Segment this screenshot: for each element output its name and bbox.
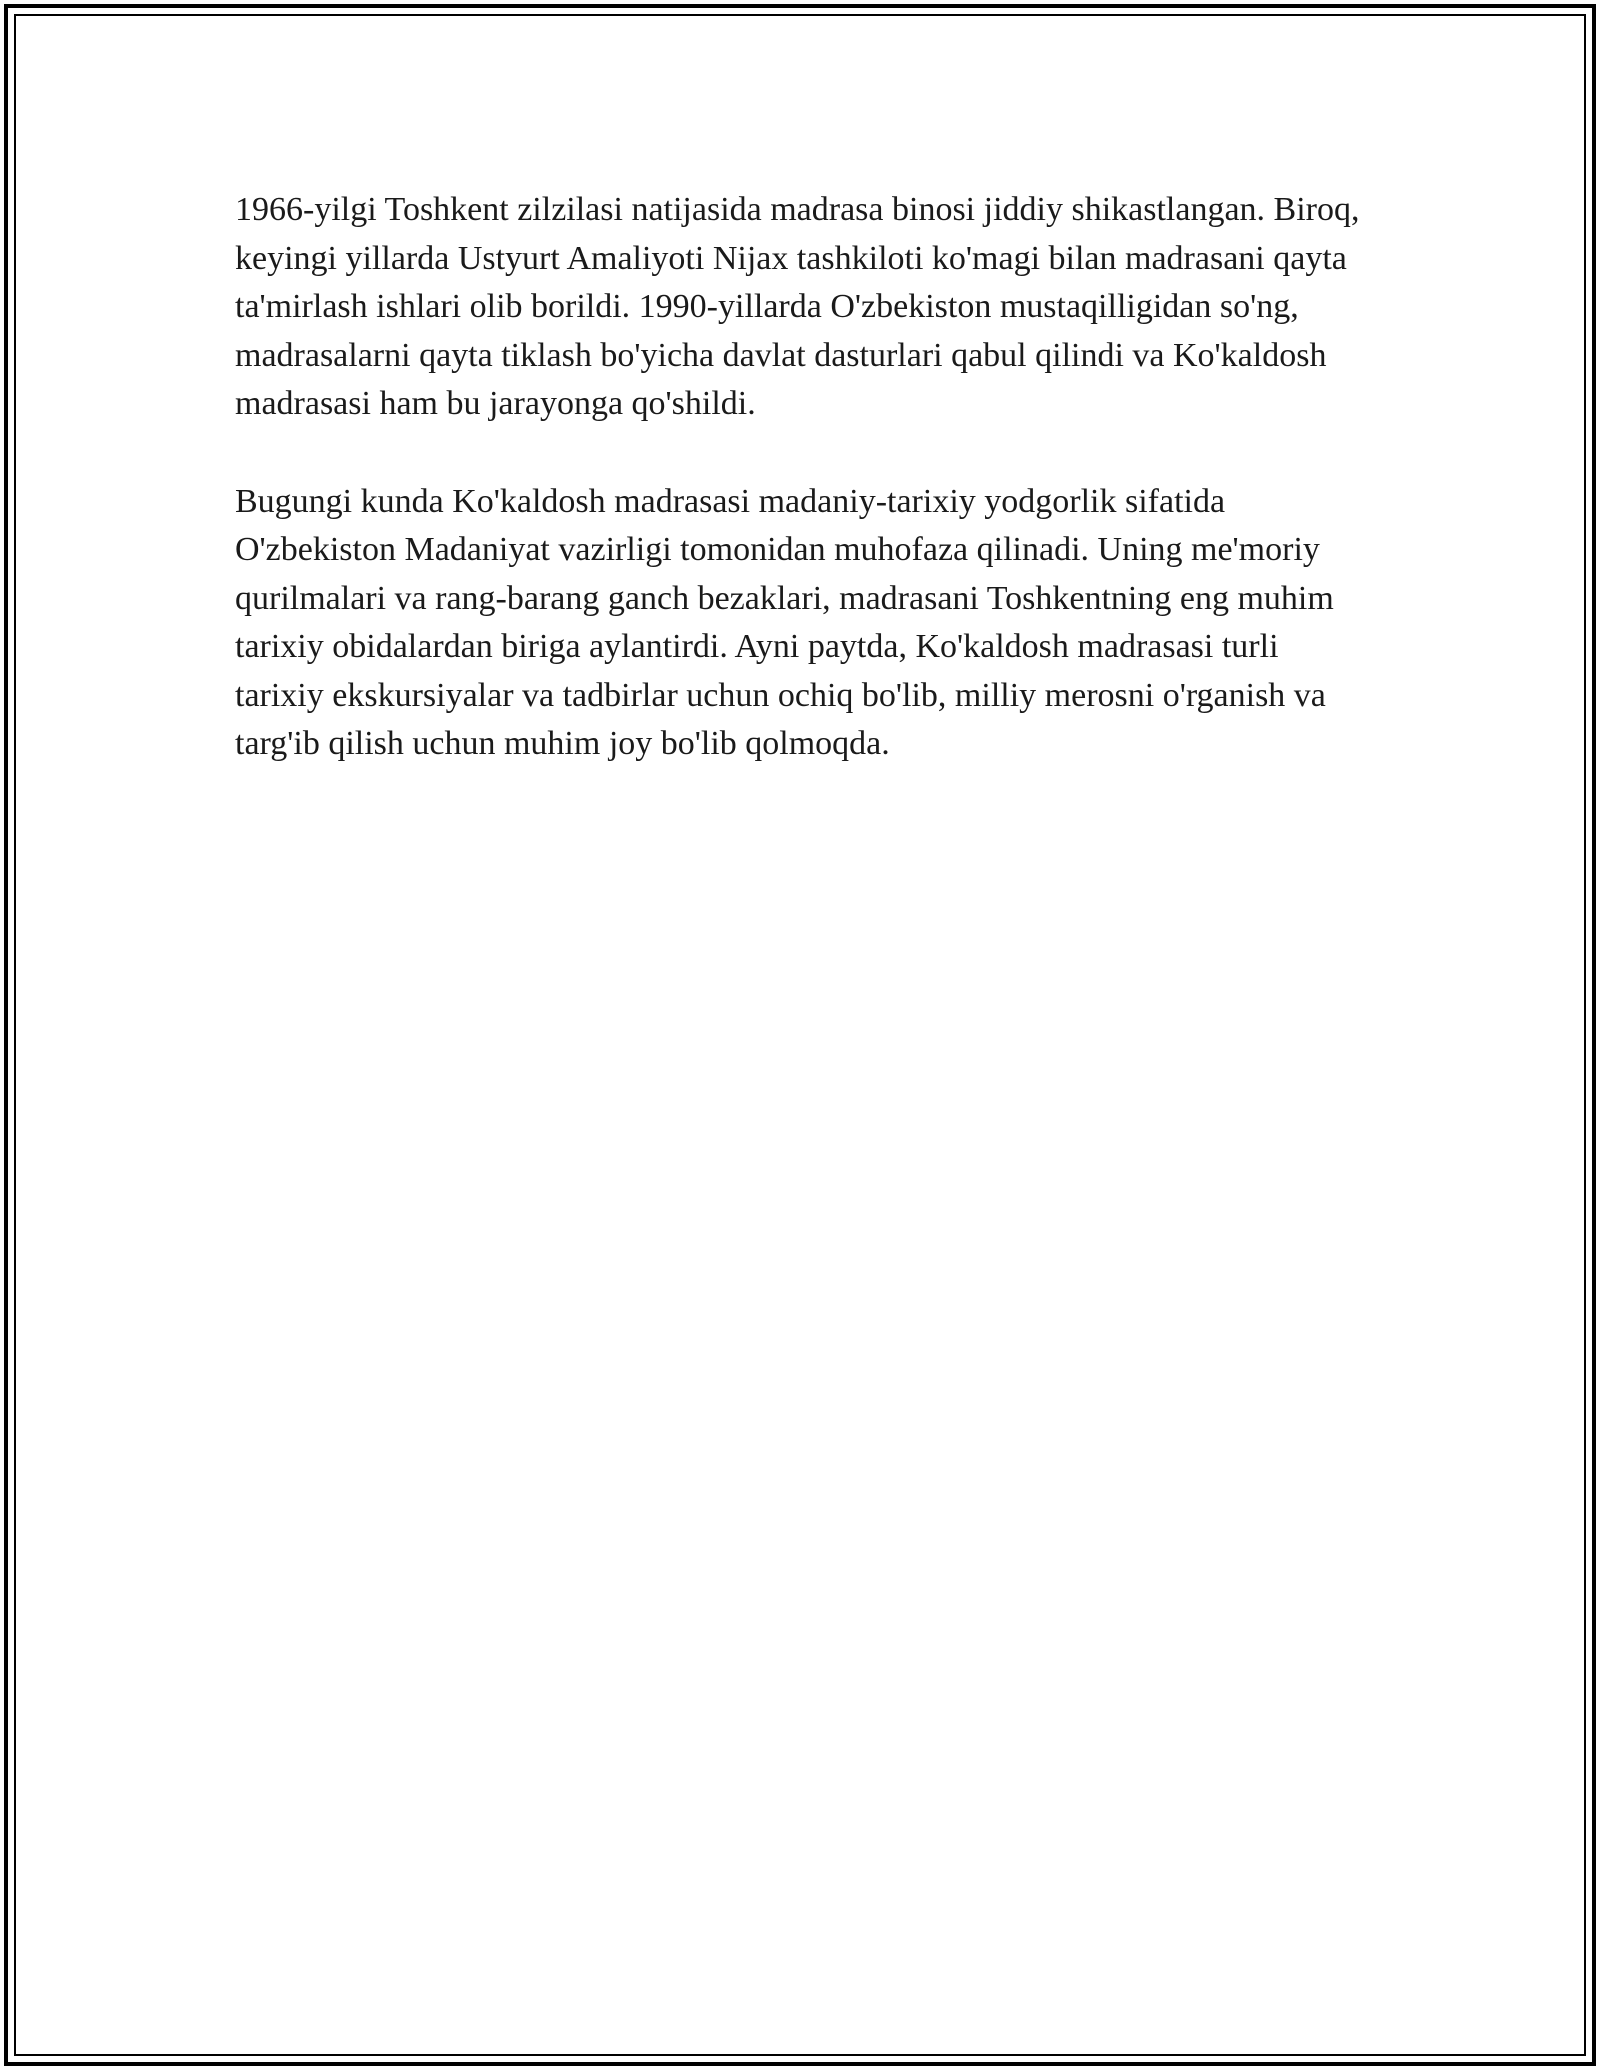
paragraph-2: Bugungi kunda Ko'kaldosh madrasasi madaniy-tarixiy yodgorlik sifatida O'zbekiston Madaniyat vazirligi tomonidan muhofaza qilinadi. Uning me'moriy qurilmalari va rang-barang ganch bezaklari, madrasani Toshkentning eng muhim tarixiy obidalardan biriga aylantirdi. Ayni paytda, Ko'kaldosh madrasasi turli tarixiy ekskursiyalar va tadbirlar uchun ochiq bo'lib, milliy merosni o'rganish va targ'ib qilish uchun muhim joy bo'lib qolmoqda. — [235, 482, 1334, 762]
paragraph-1: 1966-yilgi Toshkent zilzilasi natijasida madrasa binosi jiddiy shikastlangan. Biroq, keyingi yillarda Ustyurt Amaliyoti Nijax tashkiloti ko'magi bilan madrasani qayta ta'mirlash ishlari olib borildi. 1990-yillarda O'zbekiston mustaqilligidan so'ng, madrasalarni qayta tiklash bo'yicha davlat dasturlari qabul qilindi va Ko'kaldosh madrasasi ham bu jarayonga qo'shildi. — [235, 191, 1360, 422]
document-body — [235, 186, 1365, 818]
